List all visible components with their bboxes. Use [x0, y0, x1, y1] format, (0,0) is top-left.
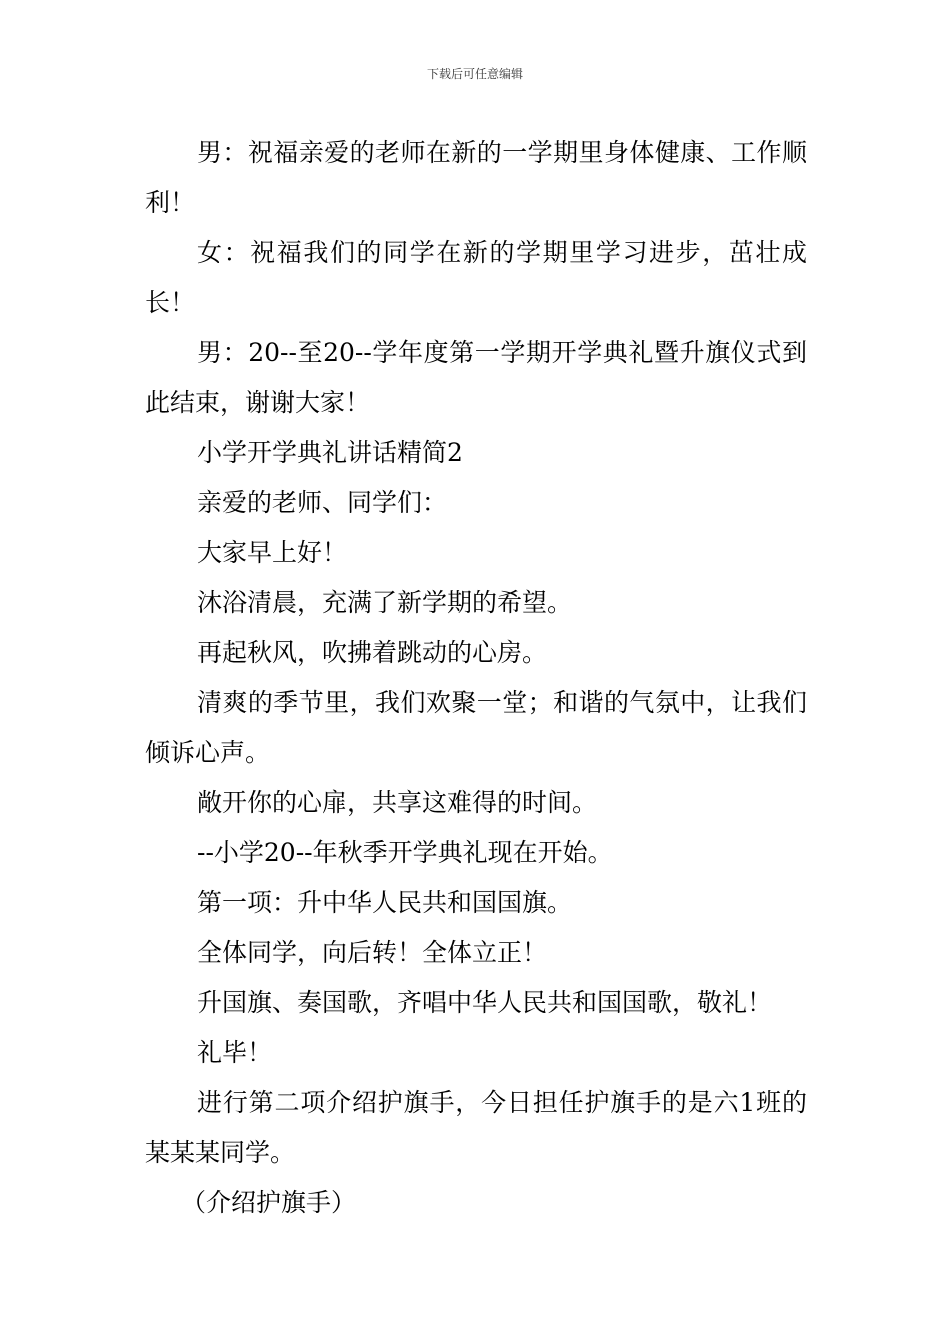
paragraph-10: 敞开你的心扉，共享这难得的时间。: [197, 788, 598, 817]
paragraph-15: 礼毕！: [197, 1038, 273, 1067]
paragraph-6: 大家早上好！: [197, 538, 348, 567]
paragraph-17: （介绍护旗手）: [181, 1188, 357, 1217]
paragraph-13: 全体同学，向后转！全体立正！: [197, 938, 548, 967]
page-header-note: 下载后可任意编辑: [426, 67, 523, 81]
paragraph-14: 升国旗、奏国歌，齐唱中华人民共和国国歌，敬礼！: [197, 988, 773, 1017]
section-heading: 小学开学典礼讲话精简2: [197, 438, 463, 467]
paragraph-12: 第一项：升中华人民共和国国旗。: [197, 888, 573, 917]
paragraph-2: 女：祝福我们的同学在新的学期里学习进步，茁壮成长！: [145, 238, 807, 317]
paragraph-7: 沐浴清晨，充满了新学期的希望。: [197, 588, 573, 617]
paragraph-16: 进行第二项介绍护旗手，今日担任护旗手的是六1班的某某某同学。: [145, 1088, 807, 1167]
paragraph-5: 亲爱的老师、同学们：: [197, 488, 448, 517]
paragraph-1: 男：祝福亲爱的老师在新的一学期里身体健康、工作顺利！: [145, 138, 807, 217]
paragraph-11: --小学20--年秋季开学典礼现在开始。: [197, 838, 613, 867]
paragraph-3: 男：20--至20--学年度第一学期开学典礼暨升旗仪式到此结束，谢谢大家！: [145, 338, 807, 417]
paragraph-8: 再起秋风，吹拂着跳动的心房。: [197, 638, 548, 667]
paragraph-9: 清爽的季节里，我们欢聚一堂；和谐的气氛中，让我们倾诉心声。: [145, 688, 807, 767]
document-body: [145, 128, 807, 1228]
